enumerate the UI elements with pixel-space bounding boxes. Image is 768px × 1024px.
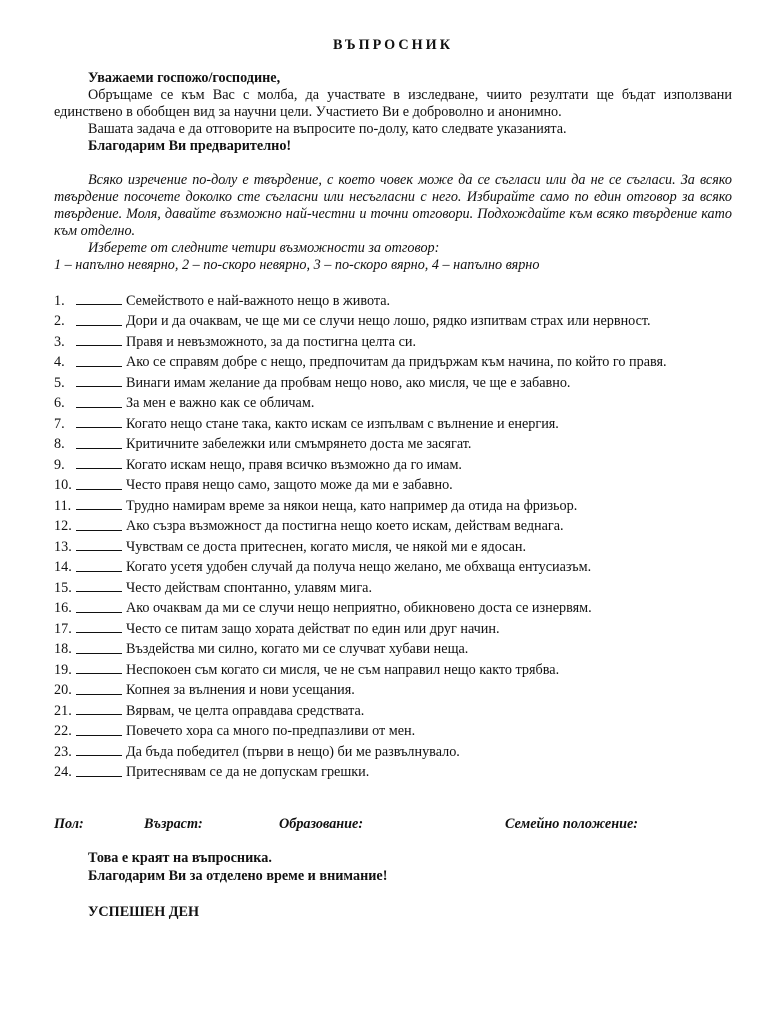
question-item [54, 742, 732, 763]
question-number: 18. [54, 641, 72, 658]
question-text: Когато усетя удобен случай да получа нещо желано, ме обхваща ентусиазъм. [126, 559, 592, 576]
question-text: Ако се справям добре с нещо, предпочитам да придържам към начина, по който го правя. [126, 354, 667, 371]
question-number: 8. [54, 436, 65, 453]
question-text: Когато искам нещо, правя всичко възможно да го имам. [126, 456, 462, 473]
gender-label: Пол: [54, 816, 84, 832]
answer-blank[interactable] [76, 538, 122, 551]
question-item [54, 291, 732, 312]
answer-blank[interactable] [76, 641, 122, 654]
question-text: За мен е важно как се обличам. [126, 395, 315, 412]
ending-block [54, 850, 732, 886]
question-item [54, 414, 732, 435]
question-item [54, 599, 732, 620]
answer-blank[interactable] [76, 702, 122, 715]
question-item [54, 373, 732, 394]
answer-blank[interactable] [76, 415, 122, 428]
answer-blank[interactable] [76, 764, 122, 777]
question-item [54, 722, 732, 743]
question-text: Да бъда победител (първи в нещо) би ме развълнувало. [126, 743, 460, 760]
question-text: Ако очаквам да ми се случи нещо неприятно, обикновено доста се изнервям. [126, 600, 592, 617]
answer-blank[interactable] [76, 354, 122, 367]
question-number: 7. [54, 415, 65, 432]
answer-scale: 1 – напълно невярно, 2 – по-скоро невярно, 3 – по-скоро вярно, 4 – напълно вярно [54, 257, 540, 273]
answer-blank[interactable] [76, 579, 122, 592]
question-number: 17. [54, 620, 72, 637]
question-number: 12. [54, 518, 72, 535]
question-number: 2. [54, 313, 65, 330]
question-item [54, 394, 732, 415]
closing-text: УСПЕШЕН ДЕН [88, 904, 200, 920]
question-number: 15. [54, 579, 72, 596]
question-text: Вярвам, че целта оправдава средствата. [126, 702, 365, 719]
end-thanks: Благодарим Ви за отделено време и внимание! [88, 868, 388, 884]
question-number: 21. [54, 702, 72, 719]
question-item [54, 701, 732, 722]
question-item [54, 619, 732, 640]
answer-blank[interactable] [76, 333, 122, 346]
question-number: 23. [54, 743, 72, 760]
question-text: Правя и невъзможното, за да постигна целта си. [126, 333, 417, 350]
question-text: Копнея за вълнения и нови усещания. [126, 682, 355, 699]
question-number: 9. [54, 456, 65, 473]
page-title: ВЪПРОСНИК [333, 37, 453, 53]
question-number: 10. [54, 477, 72, 494]
answer-blank[interactable] [76, 743, 122, 756]
question-item [54, 435, 732, 456]
question-number: 20. [54, 682, 72, 699]
instructions-paragraph: Всяко изречение по-долу е твърдение, с което човек може да се съгласи или да не се съгласи. За всяко твърдение посочете доколко сте съгласни или несъгласни с него. Избирайте само по един отговор за всяко твърдение. Моля, давайте възможно най-честни и точни отговори. Подхождайте към всяко твърдение като към отделно. [54, 172, 732, 239]
question-item [54, 558, 732, 579]
question-item [54, 681, 732, 702]
question-item [54, 640, 732, 661]
intro-thanks: Благодарим Ви предварително! [88, 138, 292, 154]
question-text: Притеснявам се да не допускам грешки. [126, 764, 370, 781]
question-number: 1. [54, 292, 65, 309]
question-number: 4. [54, 354, 65, 371]
question-item [54, 312, 732, 333]
greeting: Уважаеми госпожо/господине, [88, 70, 281, 86]
question-item [54, 455, 732, 476]
question-text: Когато нещо стане така, както искам се изпълвам с вълнение и енергия. [126, 415, 559, 432]
question-item [54, 763, 732, 784]
question-text: Критичните забележки или смъмрянето доста ме засягат. [126, 436, 472, 453]
education-label: Образование: [279, 816, 364, 832]
question-number: 5. [54, 374, 65, 391]
question-text: Дори и да очаквам, че ще ми се случи нещо лошо, рядко изпитвам страх или нервност. [126, 313, 651, 330]
question-text: Често правя нещо само, защото може да ми е забавно. [126, 477, 453, 494]
end-line: Това е краят на въпросника. [88, 850, 272, 866]
question-number: 13. [54, 538, 72, 555]
question-text: Ако съзра възможност да постигна нещо което искам, действам веднага. [126, 518, 564, 535]
question-text: Винаги имам желание да пробвам нещо ново, ако мисля, че ще е забавно. [126, 374, 571, 391]
question-item [54, 476, 732, 497]
answer-blank[interactable] [76, 600, 122, 613]
answer-blank[interactable] [76, 374, 122, 387]
demographics-row [54, 816, 732, 836]
answer-blank[interactable] [76, 518, 122, 531]
question-text: Повечето хора са много по-предпазливи от мен. [126, 723, 416, 740]
question-text: Трудно намирам време за някои неща, като например да отида на фризьор. [126, 497, 578, 514]
question-item [54, 537, 732, 558]
choose-label: Изберете от следните четири възможности за отговор: [88, 240, 440, 256]
question-number: 14. [54, 559, 72, 576]
answer-blank[interactable] [76, 559, 122, 572]
question-number: 11. [54, 497, 72, 514]
answer-blank[interactable] [76, 723, 122, 736]
answer-blank[interactable] [76, 477, 122, 490]
answer-blank[interactable] [76, 682, 122, 695]
answer-blank[interactable] [76, 313, 122, 326]
question-item [54, 578, 732, 599]
question-text: Въздейства ми силно, когато ми се случват хубави неща. [126, 641, 469, 658]
question-number: 3. [54, 333, 65, 350]
question-number: 6. [54, 395, 65, 412]
question-number: 19. [54, 661, 72, 678]
age-label: Възраст: [144, 816, 203, 832]
intro-paragraph: Обръщаме се към Вас с молба, да участвате в изследване, чиито резултати ще бъдат използвани единствено в обобщен вид за научни цели. Участието Ви е доброволно и анонимно. [54, 87, 732, 120]
answer-blank[interactable] [76, 456, 122, 469]
question-number: 24. [54, 764, 72, 781]
marital-status-label: Семейно положение: [505, 816, 638, 832]
question-item [54, 496, 732, 517]
question-text: Неспокоен съм когато си мисля, че не съм направил нещо както трябва. [126, 661, 560, 678]
question-text: Често действам спонтанно, улавям мига. [126, 579, 373, 596]
question-item [54, 660, 732, 681]
question-list [54, 291, 732, 783]
question-number: 22. [54, 723, 72, 740]
answer-blank[interactable] [76, 436, 122, 449]
question-item [54, 332, 732, 353]
answer-blank[interactable] [76, 395, 122, 408]
question-text: Семейството е най-важното нещо в живота. [126, 292, 391, 309]
answer-blank[interactable] [76, 497, 122, 510]
task-paragraph: Вашата задача е да отговорите на въпросите по-долу, като следвате указанията. [88, 121, 567, 137]
question-item [54, 517, 732, 538]
question-number: 16. [54, 600, 72, 617]
answer-blank[interactable] [76, 292, 122, 305]
question-text: Чувствам се доста притеснен, когато мисля, че някой ми е ядосан. [126, 538, 527, 555]
answer-blank[interactable] [76, 620, 122, 633]
question-text: Често се питам защо хората действат по един или друг начин. [126, 620, 500, 637]
answer-blank[interactable] [76, 661, 122, 674]
question-item [54, 353, 732, 374]
